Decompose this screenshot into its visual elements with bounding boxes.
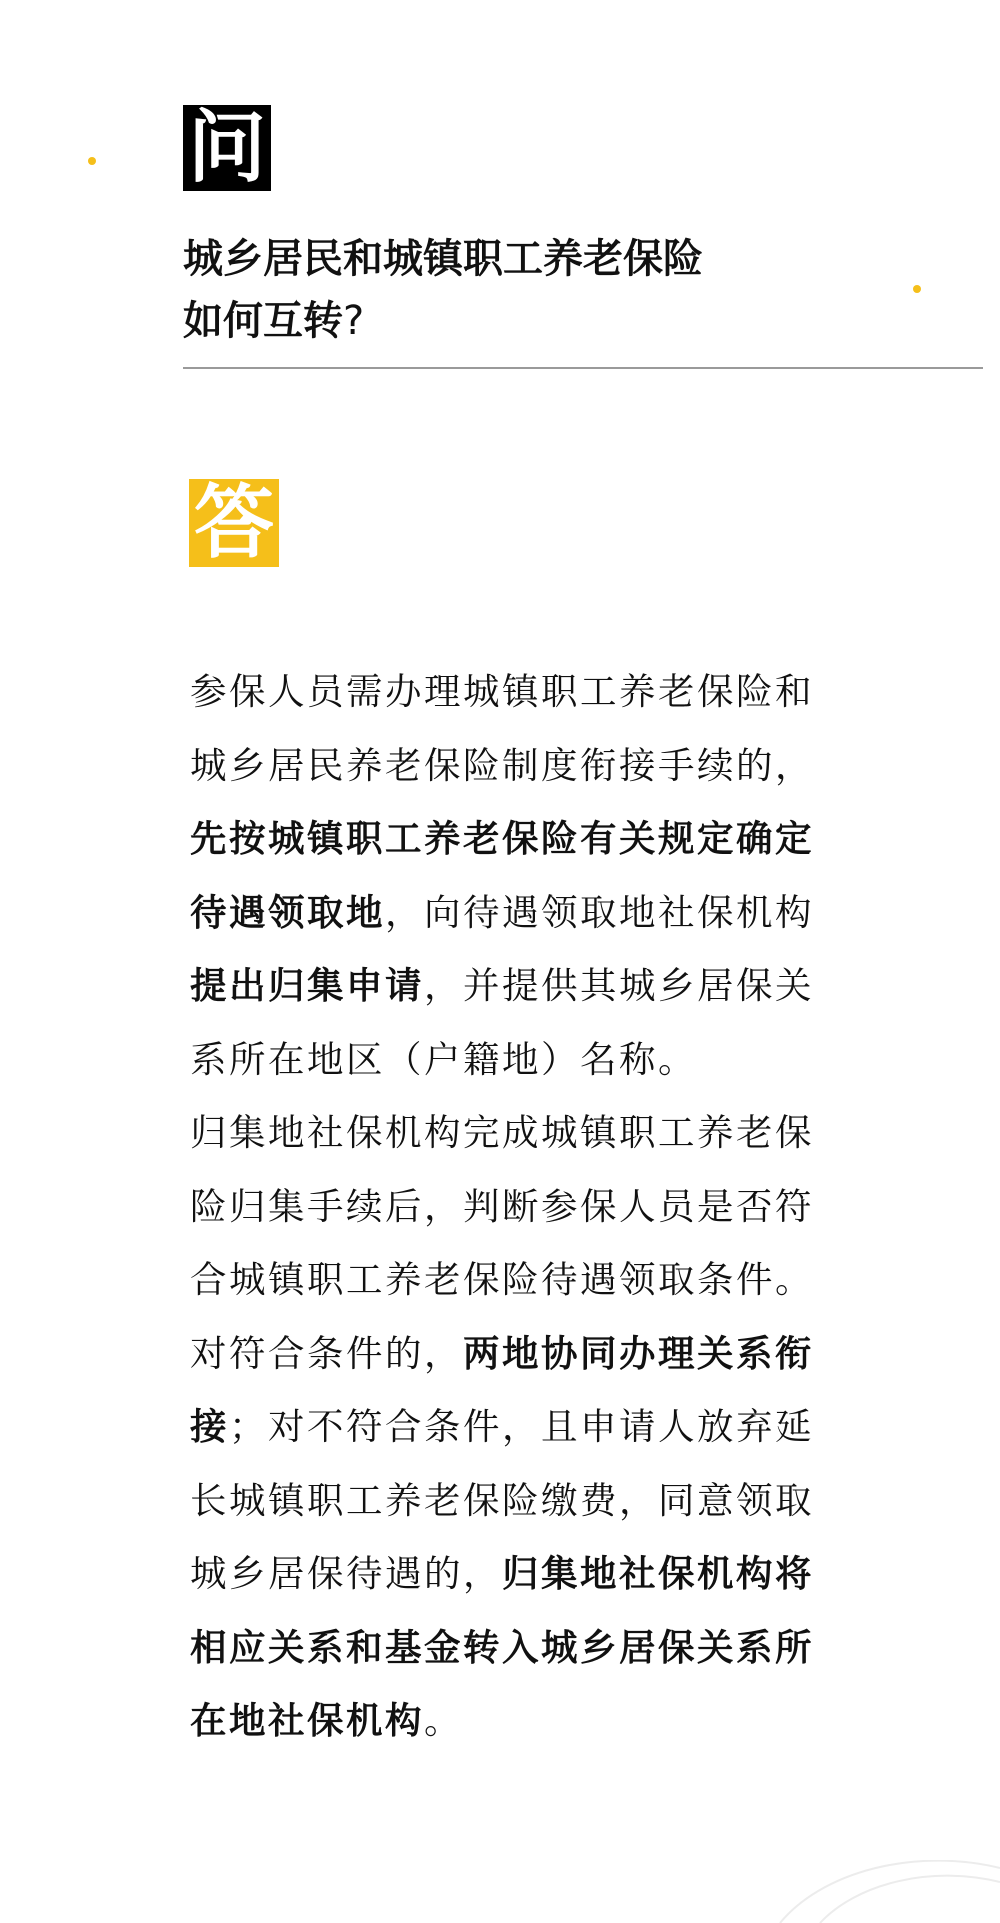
answer-emphasis: 提出归集申请 [190, 964, 424, 1007]
answer-emphasis: 先按城镇职工养老保险有关规定确定待遇领取地 [190, 817, 814, 934]
question-title-line-1: 城乡居民和城镇职工养老保险 [183, 236, 703, 282]
decorative-dot [88, 157, 96, 165]
answer-text: 参保人员需办理城镇职工养老保险和城乡居民养老保险制度衔接手续的， [190, 670, 814, 787]
answer-text: ，并提供其城乡居保关系所在地区（户籍地）名称。 [190, 964, 814, 1081]
question-mark-badge: 问 [183, 105, 271, 191]
section-divider [183, 367, 983, 369]
question-title-line-2-text: 如何互转 [183, 298, 343, 344]
answer-emphasis: 两地协同办理关系衔接 [190, 1331, 814, 1448]
answer-mark-badge: 答 [189, 479, 279, 567]
answer-text: 。 [424, 1699, 463, 1742]
answer-body [190, 655, 850, 1758]
answer-text: 对符合条件的， [190, 1331, 463, 1375]
answer-text: ；对不符合条件，且申请人放弃延长城镇职工养老保险缴费，同意领取城乡居保待遇的， [190, 1405, 814, 1595]
answer-paragraph-1 [190, 655, 850, 1096]
answer-text: ，向待遇领取地社保机构 [385, 890, 814, 934]
answer-paragraph-3 [190, 1317, 850, 1758]
decorative-arcs [760, 1860, 1000, 1923]
decorative-dot [913, 285, 921, 293]
answer-paragraph-2 [190, 1096, 850, 1317]
answer-emphasis: 归集地社保机构将相应关系和基金转入城乡居保关系所在地社保机构 [190, 1552, 814, 1742]
question-title-line-2 [183, 290, 803, 352]
question-mark-symbol: ? [343, 298, 365, 344]
answer-text: 归集地社保机构完成城镇职工养老保险归集手续后，判断参保人员是否符合城镇职工养老保险待遇领取条件。 [190, 1111, 814, 1301]
question-title [183, 228, 803, 352]
